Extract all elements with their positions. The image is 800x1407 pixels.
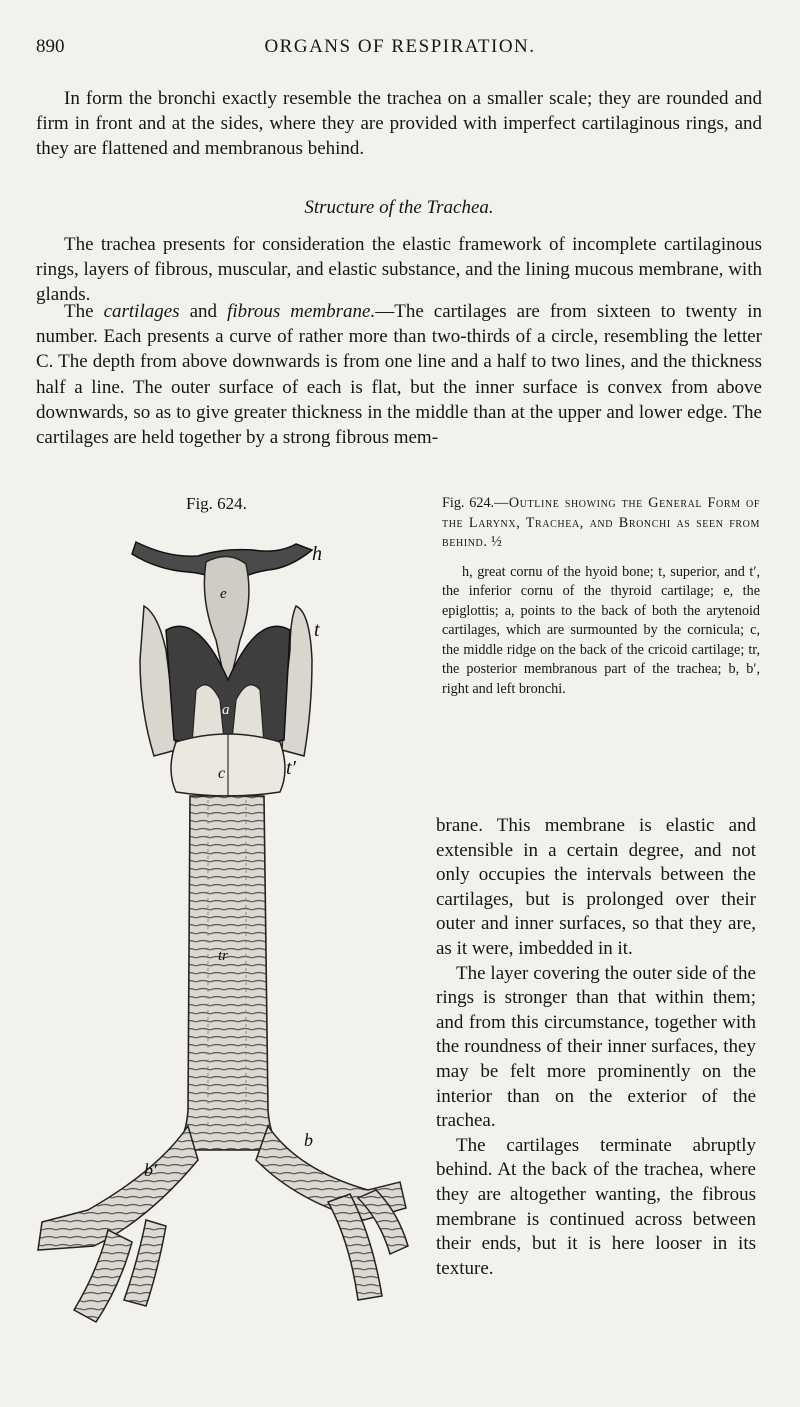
label-t: t (314, 619, 320, 641)
caption-legend: h, great cornu of the hyoid bone; t, superior, and t′, the inferior cornu of the thyroid cartilage; e, the epiglottis; a, points to the back of both the arytenoid cartilages, which are surmounted by the cornicula; c, the middle ridge on the back of the cricoid cartilage; tr, the posterior membranous part of the trachea; b, b′, right and left bronchi. (442, 563, 760, 697)
running-title: ORGANS OF RESPIRATION. (264, 36, 536, 57)
label-t-prime: t′ (286, 757, 296, 779)
section-heading: Structure of the Trachea. (304, 197, 494, 218)
caption-title-text: —Outline showing the General Form of the Larynx, Trachea, and Bronchi as seen from behind. (442, 495, 760, 550)
caption-title (442, 494, 760, 553)
trachea-illustration (28, 530, 428, 1340)
trachea (172, 796, 284, 1150)
column-paragraph-3: The cartilages terminate abruptly behind. At the back of the trachea, where they are altogether wanting, the fibrous membrane is continued across between their ends, but it is here looser in its texture. (436, 1134, 756, 1279)
cartilage-paragraph (36, 299, 762, 450)
figure-label: Fig. 624. (186, 494, 247, 513)
intro-paragraph: In form the bronchi exactly resemble the trachea on a smaller scale; they are rounded and firm in front and at the sides, where they are provided with imperfect cartilaginous rings, and they are flattened and membranous behind. (36, 88, 762, 160)
figure-caption (442, 494, 760, 699)
caption-scale: ½ (491, 534, 502, 550)
cartilages-term: cartilages (103, 301, 180, 322)
label-tr: tr (218, 948, 229, 964)
label-h: h (312, 543, 322, 565)
label-e: e (220, 586, 227, 602)
cricoid-cartilage (171, 734, 285, 796)
page-header (36, 36, 764, 62)
caption-fig-number: Fig. 624. (442, 495, 495, 511)
label-a: a (222, 702, 230, 718)
label-c: c (218, 765, 226, 782)
label-b: b (304, 1130, 313, 1150)
right-bronchus (38, 1126, 198, 1322)
column-paragraph-1: brane. This membrane is elastic and extensible in a certain degree, and not only occupies the intervals between the cartilages, but is prolonged over their outer and inner surfaces, so that they are, as it were, imbedded in it. (436, 815, 756, 959)
cartilage-body: —The cartilages are from sixteen to twenty in number. Each presents a curve of rather more than two-thirds of a circle, resembling the letter C. The depth from above downwards is from one line and a half to two lines, and the thickness half a line. The outer surface of each is flat, but the inner surface is convex from above downwards, so as to give greater thickness in the middle than at the upper and lower edge. The cartilages are held together by a strong fibrous mem- (36, 301, 763, 449)
page-number: 890 (36, 36, 65, 57)
fibrous-membrane-term: fibrous membrane. (227, 301, 376, 322)
structure-paragraph: The trachea presents for consideration the elastic framework of incomplete cartilaginous rings, layers of fibrous, muscular, and elastic substance, and the lining mucous membrane, with glands. (36, 234, 762, 306)
and-word: and (179, 301, 228, 322)
left-bronchus (256, 1126, 408, 1300)
cartilage-lead: The (64, 301, 104, 322)
label-b-prime: b′ (144, 1160, 157, 1180)
right-column-text (436, 814, 756, 1281)
column-paragraph-2: The layer covering the outer side of the rings is stronger than that within them; and from this circumstance, together with the roundness of their inner surfaces, they may be felt more prominently on the interior than on the exterior of the trachea. (436, 962, 756, 1132)
